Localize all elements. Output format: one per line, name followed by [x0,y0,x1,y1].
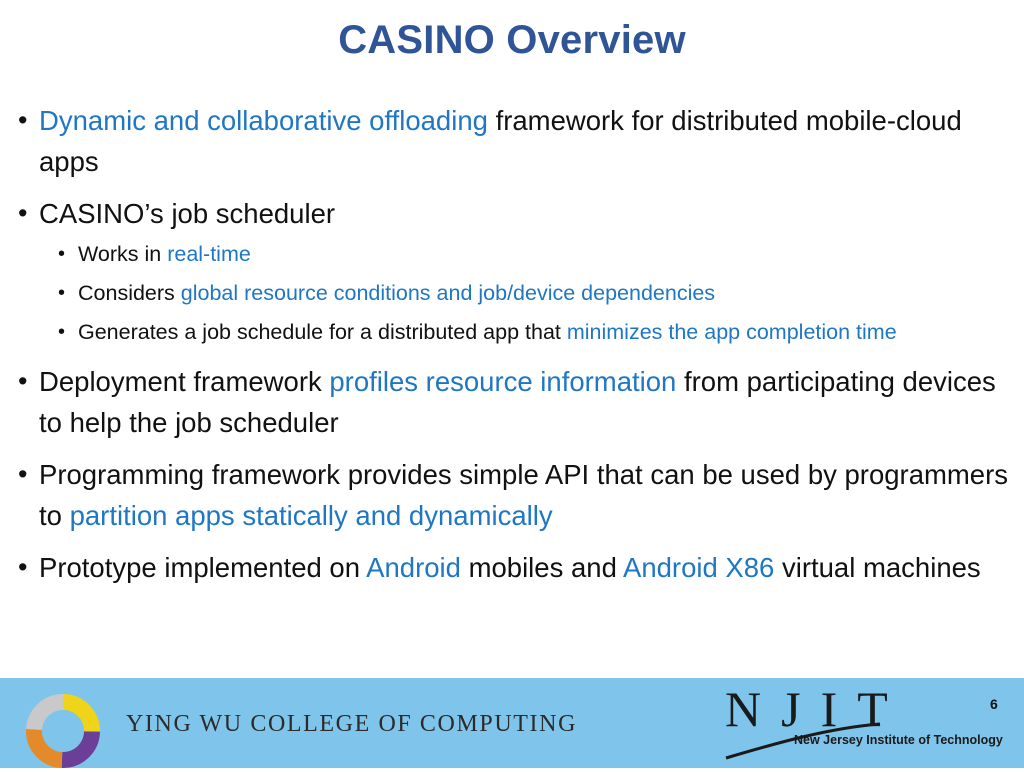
highlight-text: minimizes the app completion time [566,320,897,344]
bullet-text: virtual machines [774,552,981,583]
bullet-list [18,100,1008,599]
highlight-text: Android X86 [622,552,775,583]
bullet-text: Programming framework provides simple API that can be used by programmers to [39,459,1009,531]
slide-title: CASINO Overview [338,18,686,62]
highlight-text: profiles resource information [329,366,677,397]
page-number: 6 [990,696,998,712]
subbullet-real-time [58,237,1008,271]
highlight-text: global resource conditions and job/device dependencies [180,281,716,305]
bullet-prototype [18,547,1008,588]
bullet-text: Works in [78,242,168,266]
bullet-job-scheduler [18,193,1008,234]
bullet-text: Generates a job schedule for a distributed app that [78,320,567,344]
highlight-text: partition apps statically and dynamically [69,500,553,531]
subbullet-job-schedule [58,315,1008,349]
highlight-text: real-time [167,242,251,266]
college-name: YING WU COLLEGE OF COMPUTING [126,711,578,737]
bullet-text: CASINO’s job scheduler [39,198,336,229]
bullet-text: Deployment framework [39,366,330,397]
bullet-programming-framework [18,454,1008,536]
bullet-text: Prototype implemented on [39,552,367,583]
bullet-text: Considers [78,281,181,305]
bullet-text: framework for distributed mobile-cloud apps [39,105,962,177]
bullet-text: mobiles and [460,552,623,583]
college-ring-logo-icon [22,690,104,772]
bullet-deployment-framework [18,361,1008,443]
highlight-text: Android [366,552,461,583]
job-scheduler-subbullets [18,237,1008,349]
institute-name: New Jersey Institute of Technology [794,733,1003,747]
bullet-offloading-framework [18,100,1008,182]
bullet-text: from participating devices to help the job scheduler [39,366,996,438]
njit-logo-letters: NJIT [725,681,908,737]
footer-bar [0,678,1024,768]
highlight-text: Dynamic and collaborative offloading [39,105,488,136]
subbullet-global-resources [58,276,1008,310]
